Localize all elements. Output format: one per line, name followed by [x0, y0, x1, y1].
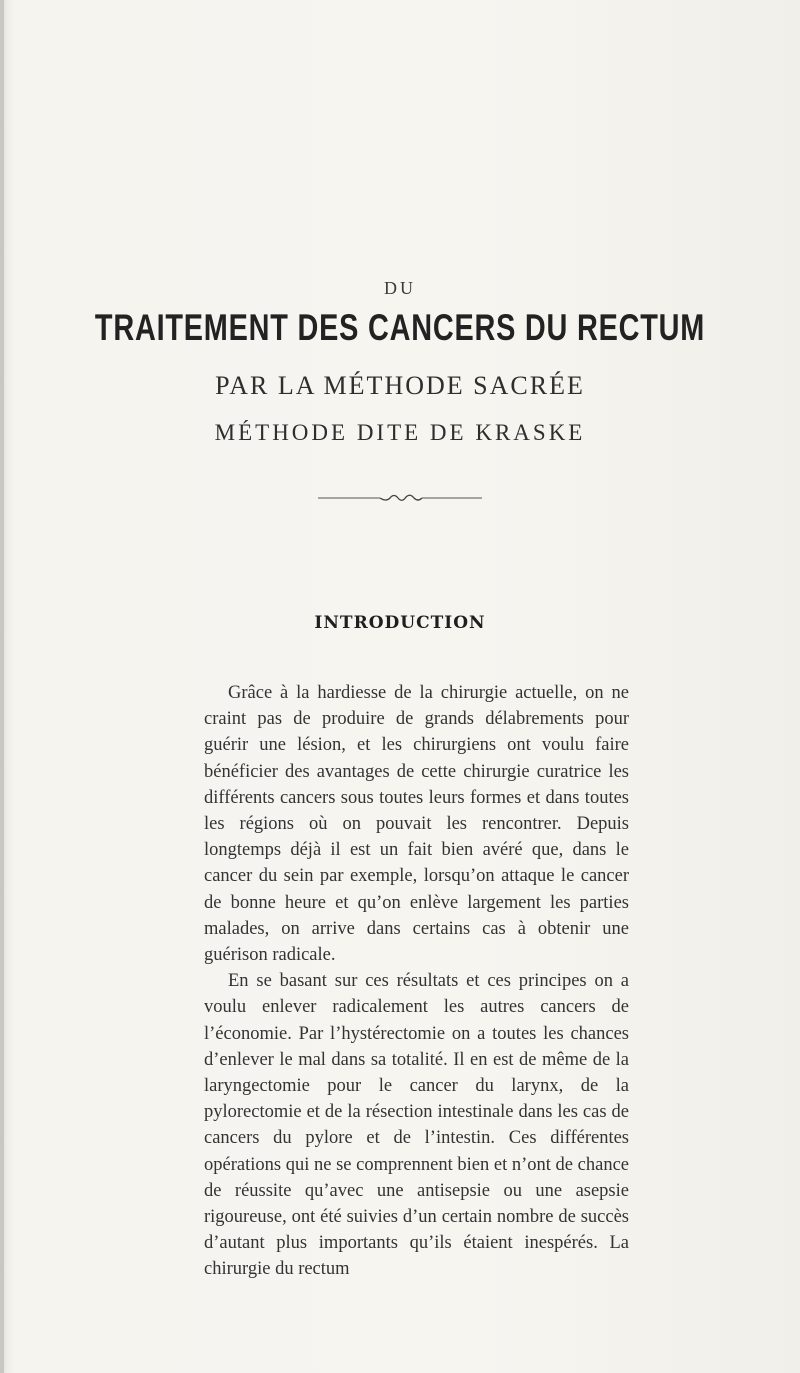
subtitle-kraske: MÉTHODE DITE DE KRASKE	[214, 420, 586, 445]
title-prefix: DU	[384, 278, 416, 298]
subtitle-method: PAR LA MÉTHODE SACRÉE	[215, 371, 585, 400]
page-spine-shadow	[0, 0, 4, 1373]
paragraph: En se basant sur ces résultats et ces principes on a voulu enlever radicalement les autres cancers de l’économie. Par l’hystérectomie on a toutes les chances d’enlever le mal dans sa totalité. Il en est de même de la laryngectomie pour le cancer du larynx, de la pylorectomie et de la résection intestinale dans les cas de cancers du pylore et de l’intestin. Ces différentes opérations qui ne se comprennent bien et n’ont de chance de réussite qu’avec une antisepsie ou une asepsie rigoureuse, ont été suivies d’un certain nombre de succès d’autant plus importants qu’ils étaient inespérés. La chirurgie du rectum	[204, 971, 629, 1280]
paragraph: Grâce à la hardiesse de la chirurgie actuelle, on ne craint pas de produire de grands délabrements pour guérir une lésion, et les chirurgiens ont voulu faire bénéficier des avantages de cette chirurgie curatrice les différents cancers sous toutes leurs formes et dans toutes les régions où on pouvait les rencontrer. Depuis longtemps déjà il est un fait bien avéré que, dans le cancer du sein par exemple, lorsqu’on attaque le cancer de bonne heure et qu’on enlève largement les parties malades, on arrive dans certains cas à obtenir une guérison radicale.	[204, 683, 629, 966]
ornament-divider-icon	[318, 490, 482, 506]
main-title: TRAITEMENT DES CANCERS DU RECTUM	[94, 307, 706, 348]
body-text	[204, 680, 629, 1283]
section-heading: INTRODUCTION	[314, 613, 486, 633]
